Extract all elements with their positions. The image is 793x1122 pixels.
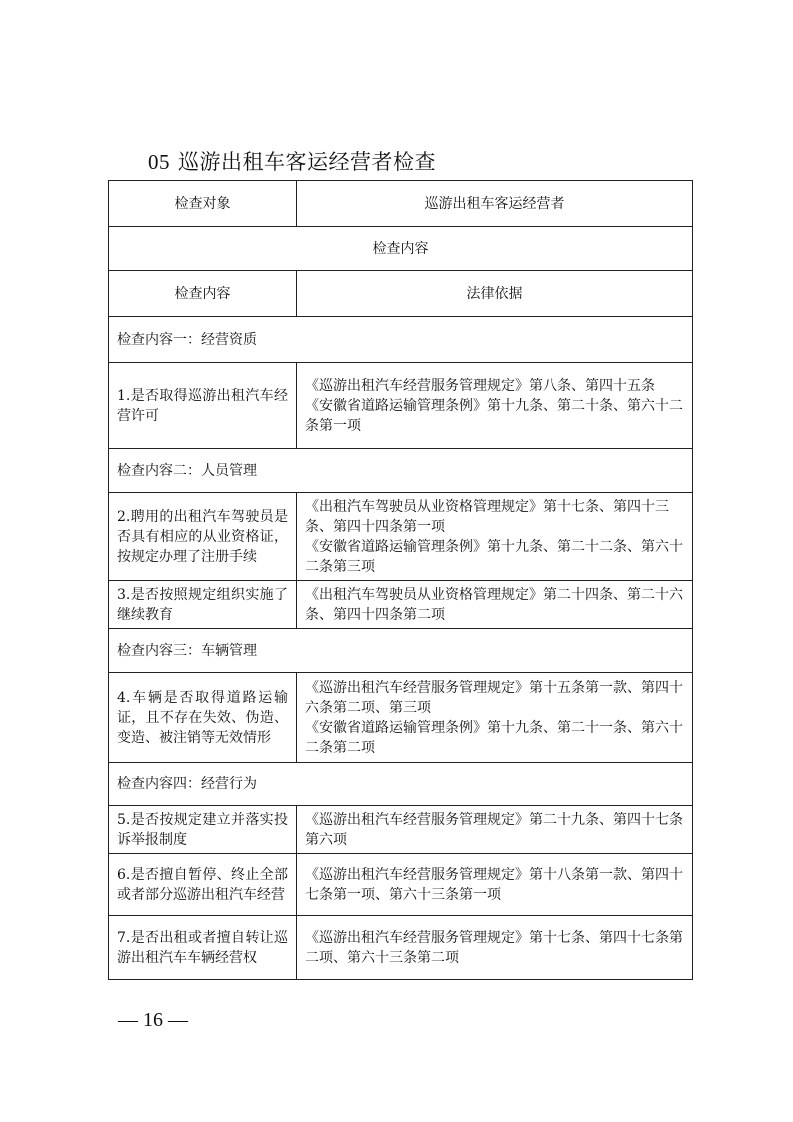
column-header-content: 检查内容: [109, 271, 297, 317]
check-item: 7.是否出租或者擅自转让巡游出租汽车车辆经营权: [109, 916, 297, 980]
check-item: 2.聘用的出租汽车驾驶员是否具有相应的从业资格证，按规定办理了注册手续: [109, 493, 297, 581]
basis-line: 《出租汽车驾驶员从业资格管理规定》第二十四条、第二十六条、第四十四条第二项: [305, 586, 683, 623]
section-heading: 检查内容三：车辆管理: [109, 629, 693, 673]
object-value: 巡游出租车客运经营者: [297, 181, 693, 227]
basis-line: 《巡游出租汽车经营服务管理规定》第二十九条、第四十七条第六项: [305, 811, 683, 848]
object-label: 检查对象: [109, 181, 297, 227]
column-header-basis: 法律依据: [297, 271, 693, 317]
legal-basis: [297, 854, 693, 916]
legal-basis: [297, 493, 693, 581]
table-row: [109, 581, 693, 629]
section-heading: 检查内容四：经营行为: [109, 763, 693, 806]
table-row: [109, 673, 693, 763]
section-heading: 检查内容一：经营资质: [109, 317, 693, 363]
table-row: [109, 806, 693, 854]
page-number: — 16 —: [118, 1009, 188, 1031]
basis-line: 《巡游出租汽车经营服务管理规定》第十八条第一款、第四十七条第一项、第六十三条第一项: [305, 866, 683, 903]
basis-line: 《巡游出租汽车经营服务管理规定》第十七条、第四十七条第二项、第六十三条第二项: [305, 929, 683, 966]
check-item: 3.是否按照规定组织实施了继续教育: [109, 581, 297, 629]
basis-line: 《出租汽车驾驶员从业资格管理规定》第十七条、第四十三条、第四十四条第一项: [305, 498, 669, 535]
content-header-row: [109, 227, 693, 271]
table-row: [109, 493, 693, 581]
check-item: 1.是否取得巡游出租汽车经营许可: [109, 363, 297, 449]
table-row: [109, 916, 693, 980]
check-item: 6.是否擅自暂停、终止全部或者部分巡游出租汽车经营: [109, 854, 297, 916]
section-heading-row: [109, 763, 693, 806]
title-text: 巡游出租车客运经营者检查: [178, 150, 436, 174]
page-title: [148, 146, 436, 176]
content-header: 检查内容: [109, 227, 693, 271]
table-row: [109, 363, 693, 449]
legal-basis: [297, 673, 693, 763]
legal-basis: [297, 916, 693, 980]
table-row: [109, 854, 693, 916]
check-item: 5.是否按规定建立并落实投诉举报制度: [109, 806, 297, 854]
legal-basis: [297, 363, 693, 449]
legal-basis: [297, 581, 693, 629]
column-header-row: [109, 271, 693, 317]
basis-line: 《巡游出租汽车经营服务管理规定》第十五条第一款、第四十六条第二项、第三项: [305, 679, 683, 716]
title-number: 05: [148, 150, 170, 174]
basis-line: 《安徽省道路运输管理条例》第十九条、第二十一条、第六十二条第二项: [305, 719, 683, 756]
section-heading-row: [109, 629, 693, 673]
section-heading-row: [109, 449, 693, 493]
basis-line: 《安徽省道路运输管理条例》第十九条、第二十二条、第六十二条第三项: [305, 538, 683, 575]
check-item: 4.车辆是否取得道路运输证，且不存在失效、伪造、变造、被注销等无效情形: [109, 673, 297, 763]
object-row: [109, 181, 693, 227]
basis-line: 《安徽省道路运输管理条例》第十九条、第二十条、第六十二条第一项: [305, 397, 683, 434]
inspection-table: [108, 180, 693, 980]
section-heading-row: [109, 317, 693, 363]
basis-line: 《巡游出租汽车经营服务管理规定》第八条、第四十五条: [305, 377, 655, 394]
legal-basis: [297, 806, 693, 854]
section-heading: 检查内容二：人员管理: [109, 449, 693, 493]
